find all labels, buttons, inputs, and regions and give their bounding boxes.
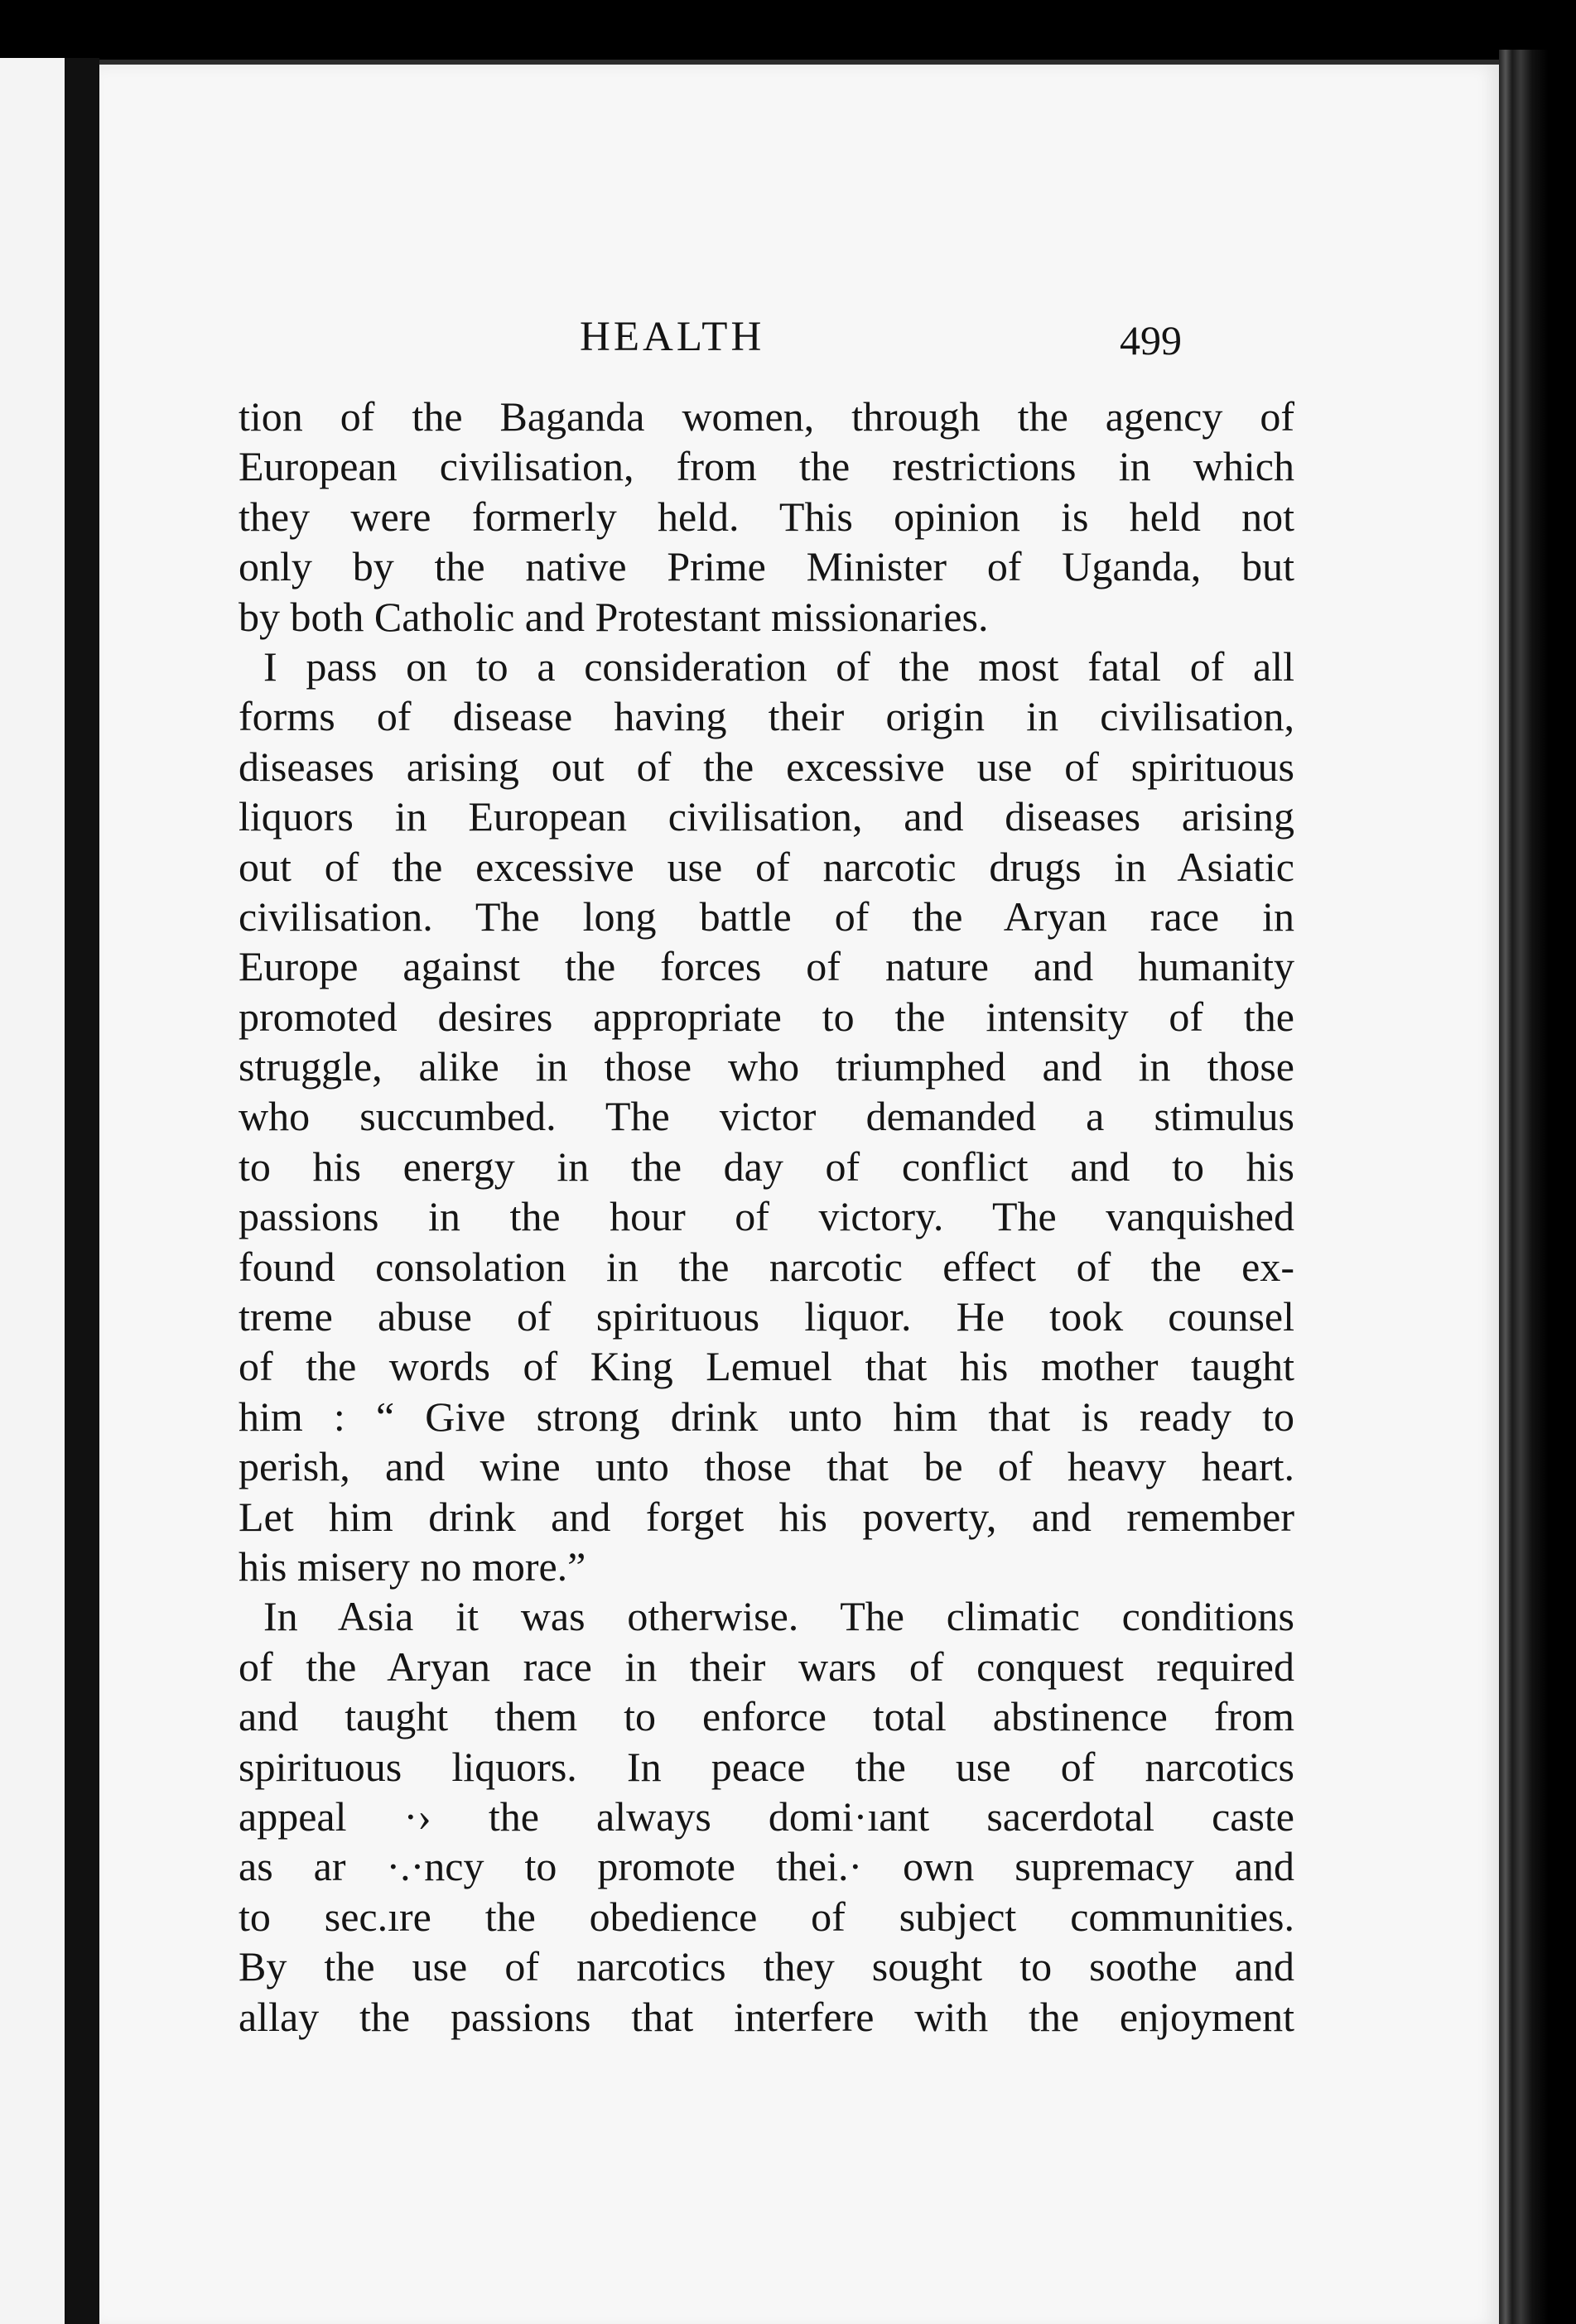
scan-top-border [0,0,1576,58]
text-line: struggle, alike in those who triumphed and in those [239,1043,1294,1090]
text-line: by both Catholic and Protestant missionaries. [239,593,989,640]
page-stack-edge [1499,50,1549,2324]
text-line: they were formerly held. This opinion is held not [239,493,1294,540]
text-line: Europe against the forces of nature and humanity [239,943,1294,990]
text-line: his misery no more.” [239,1542,586,1590]
text-line: tion of the Baganda women, through the agency of [239,393,1294,440]
page-number: 499 [1120,317,1182,363]
text-line: perish, and wine unto those that be of heavy heart. [239,1443,1294,1490]
text-line: allay the passions that interfere with the enjoyment [239,1993,1294,2040]
running-head-title: HEALTH [580,314,765,360]
text-line: treme abuse of spirituous liquor. He took counsel [239,1293,1294,1340]
running-head [99,313,1499,371]
text-line: out of the excessive use of narcotic drugs in Asiatic [239,843,1294,890]
text-line: appeal ·› the always domi·ıant sacerdotal caste [239,1792,1294,1840]
text-line: to sec.ıre the obedience of subject communities. [239,1893,1294,1940]
text-line: European civilisation, from the restrictions in which [239,443,1294,490]
text-line: of the Aryan race in their wars of conquest required [239,1643,1294,1690]
text-line: civilisation. The long battle of the Aryan race in [239,893,1294,940]
text-line: to his energy in the day of conflict and to his [239,1143,1294,1190]
text-line: By the use of narcotics they sought to soothe and [239,1943,1294,1990]
text-line: promoted desires appropriate to the intensity of the [239,993,1294,1040]
text-line: spirituous liquors. In peace the use of narcotics [239,1743,1294,1790]
text-line: only by the native Prime Minister of Uganda, but [239,543,1294,590]
text-line: and taught them to enforce total abstinence from [239,1693,1294,1740]
text-line: of the words of King Lemuel that his mother taught [239,1343,1294,1390]
binding-gutter [65,0,99,2324]
text-line: liquors in European civilisation, and diseases arising [239,793,1294,840]
scan-right-border [1549,0,1576,2324]
text-line: as ar ·.·ncy to promote thei.· own supremacy and [239,1843,1294,1890]
previous-page-edge [0,0,65,2324]
text-line: In Asia it was otherwise. The climatic conditions [263,1593,1294,1640]
text-line: him : “ Give strong drink unto him that is ready to [239,1393,1294,1440]
text-line: I pass on to a consideration of the most fatal of all [263,642,1294,690]
body-text [239,392,1294,2042]
text-line: Let him drink and forget his poverty, and remember [239,1493,1294,1540]
book-page [99,60,1499,2324]
text-line: who succumbed. The victor demanded a stimulus [239,1093,1294,1140]
text-line: found consolation in the narcotic effect of the ex- [239,1243,1294,1290]
text-line: diseases arising out of the excessive use of spirituous [239,743,1294,790]
text-line: forms of disease having their origin in civilisation, [239,693,1294,740]
text-line: passions in the hour of victory. The vanquished [239,1193,1294,1240]
